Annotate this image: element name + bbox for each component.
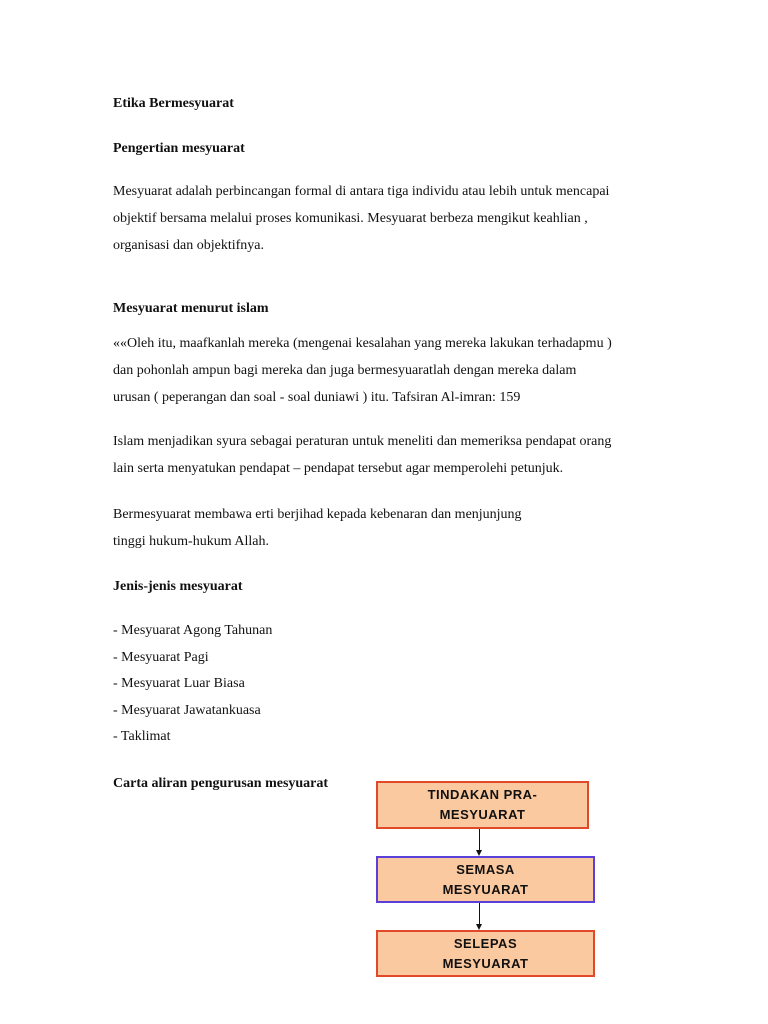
paragraph-pengertian <box>113 178 673 259</box>
paragraph-line: tinggi hukum-hukum Allah. <box>113 534 269 549</box>
paragraph-line: urusan ( peperangan dan soal - soal duniawi ) itu. Tafsiran Al-imran: 159 <box>113 390 521 405</box>
flow-box-pra-mesyuarat <box>376 781 589 829</box>
flow-box-label: TINDAKAN PRA- <box>427 787 538 802</box>
flow-box-selepas-mesyuarat <box>376 930 595 977</box>
section-heading-islam: Mesyuarat menurut islam <box>113 301 269 316</box>
list-item: - Mesyuarat Agong Tahunan <box>113 623 273 638</box>
flow-box-label: MESYUARAT <box>442 881 529 897</box>
paragraph-line: organisasi dan objektifnya. <box>113 238 264 253</box>
paragraph-line: lain serta menyatukan pendapat – pendapat tersebut agar memperolehi petunjuk. <box>113 461 564 476</box>
list-item: - Mesyuarat Luar Biasa <box>113 676 245 691</box>
flow-box-label: SEMASA <box>456 861 515 877</box>
list-item: - Taklimat <box>113 729 171 744</box>
section-heading-pengertian: Pengertian mesyuarat <box>113 141 245 156</box>
flow-arrow-line <box>479 903 480 925</box>
paragraph-jihad <box>113 501 673 555</box>
section-heading-jenis: Jenis-jenis mesyuarat <box>113 579 243 594</box>
paragraph-line: dan pohonlah ampun bagi mereka dan juga bermesyuaratlah dengan mereka dalam <box>113 363 577 378</box>
paragraph-line: ««Oleh itu, maafkanlah mereka (mengenai kesalahan yang mereka lakukan terhadapmu ) <box>113 336 612 351</box>
flow-arrow-line <box>479 829 480 851</box>
meeting-types-list <box>113 618 272 751</box>
paragraph-line: Islam menjadikan syura sebagai peraturan untuk meneliti dan memeriksa pendapat orang <box>113 434 612 449</box>
flow-box-label: SELEPAS <box>453 935 518 951</box>
list-item: - Mesyuarat Pagi <box>113 649 209 665</box>
paragraph-syura <box>113 428 673 482</box>
flow-box-label: MESYUARAT <box>442 955 529 971</box>
quote-paragraph <box>113 330 673 411</box>
flow-box-semasa-mesyuarat <box>376 856 595 903</box>
document-title: Etika Bermesyuarat <box>113 96 234 111</box>
paragraph-line: Mesyuarat adalah perbincangan formal di antara tiga individu atau lebih untuk mencapai <box>113 184 610 199</box>
section-heading-carta: Carta aliran pengurusan mesyuarat <box>113 776 329 791</box>
paragraph-line: objektif bersama melalui proses komunikasi. Mesyuarat berbeza mengikut keahlian , <box>113 211 588 226</box>
flow-box-label: MESYUARAT <box>439 807 526 822</box>
paragraph-line: Bermesyuarat membawa erti berjihad kepada kebenaran dan menjunjung <box>113 507 522 522</box>
list-item: - Mesyuarat Jawatankuasa <box>113 702 261 718</box>
